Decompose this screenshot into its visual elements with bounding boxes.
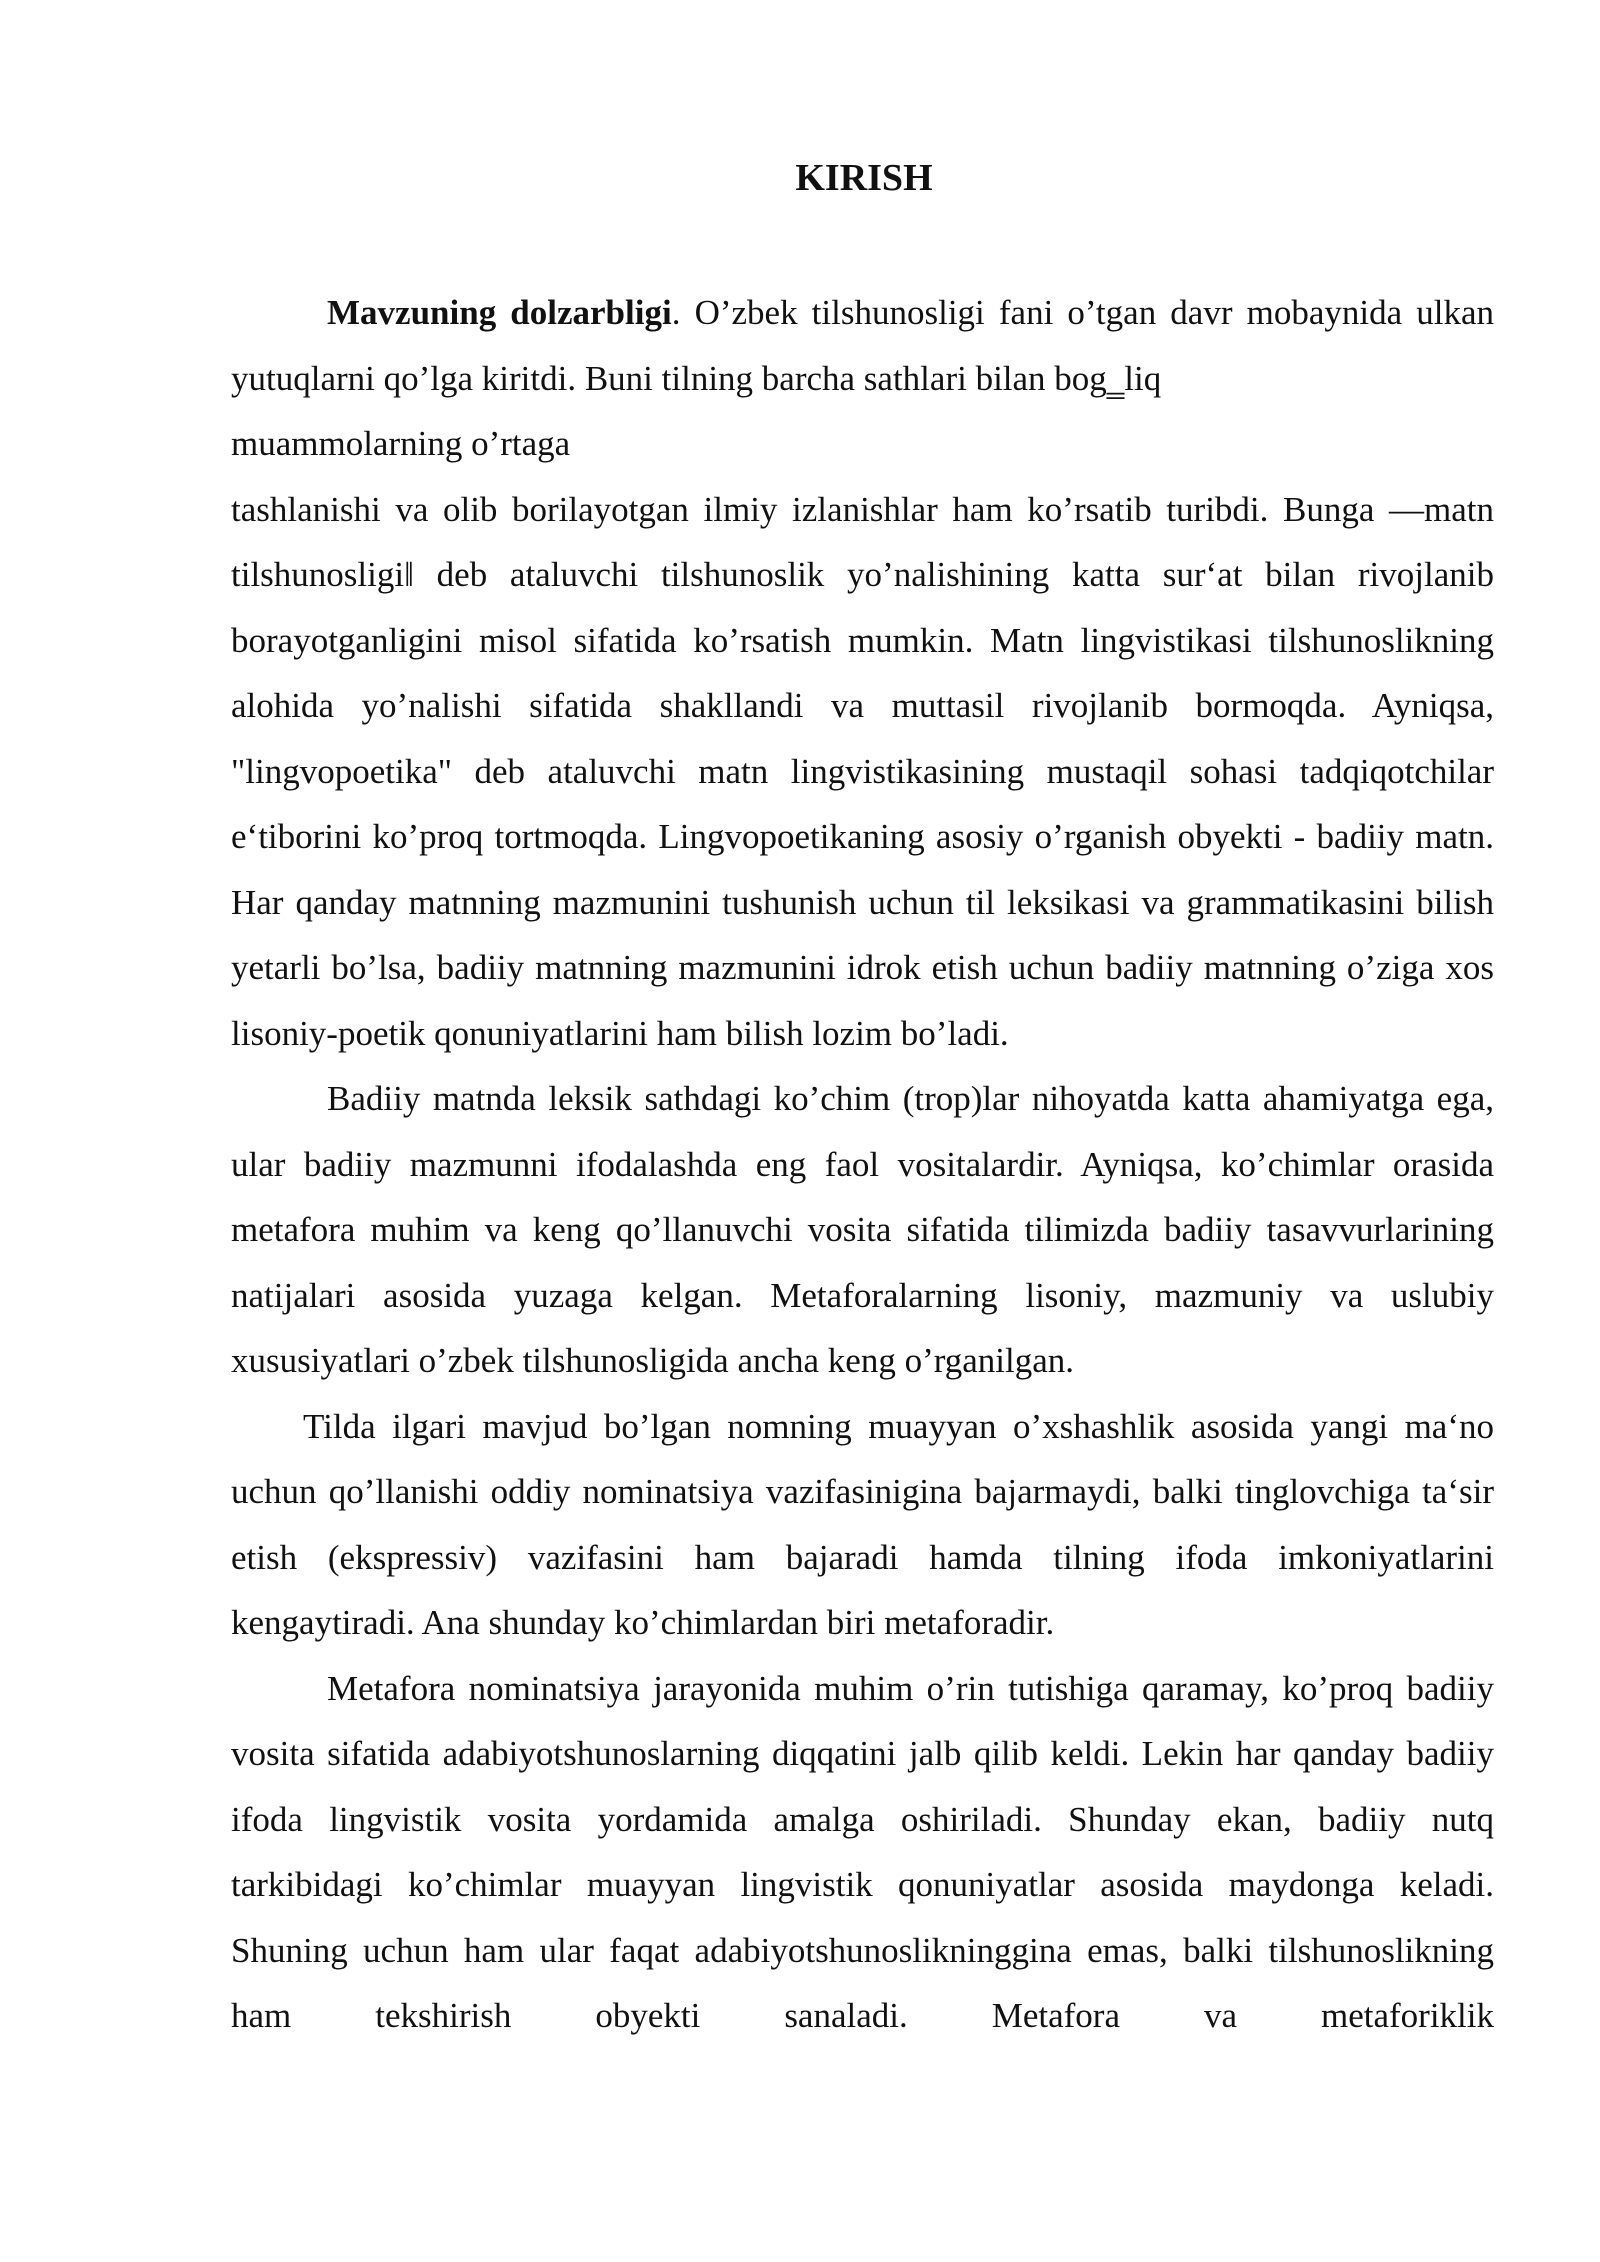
paragraph-3: Badiiy matnda leksik sathdagi ko’chim (trop)lar nihoyatda katta ahamiyatga ega, ular badiiy mazmunni ifodalashda eng faol vositalardir. Ayniqsa, ko’chimlar orasida metafora muhim va keng qo’llanuvchi vosita sifatida tilimizda badiiy tasavvurlarining natijalari asosida yuzaga kelgan. Metaforalarning lisoniy, mazmuniy va uslubiy xususiyatlari o’zbek tilshunosligida ancha keng o’rganilgan. [231, 1079, 1494, 1380]
document-body [231, 280, 1494, 2049]
paragraph-4: Tilda ilgari mavjud bo’lgan nomning muayyan o’xshashlik asosida yangi ma‘no uchun qo’llanishi oddiy nominatsiya vazifasinigina bajarmaydi, balki tinglovchiga ta‘sir etish (ekspressiv) vazifasini ham bajaradi hamda tilning ifoda imkoniyatlarini kengaytiradi. Ana shunday ko’chimlardan biri metaforadir. [231, 1406, 1494, 1642]
page-title: KIRISH [795, 157, 933, 199]
paragraph-intro [231, 280, 1494, 411]
paragraph-intro-text: O’zbek tilshunosligi fani o’tgan davr mobaynida ulkan yutuqlarni qo’lga kiritdi. Buni tilning barcha sathlari bilan bog‗liq [231, 293, 1494, 398]
paragraph-2: tashlanishi va olib borilayotgan ilmiy izlanishlar ham ko’rsatib turibdi. Bunga ―matn tilshunosligi‖ deb ataluvchi tilshunoslik yo’nalishining katta sur‘at bilan rivojlanib borayotganligini misol sifatida ko’rsatish mumkin. Matn lingvistikasi tilshunoslikning alohida yo’nalishi sifatida shakllandi va muttasil rivojlanib bormoqda. Ayniqsa, "lingvopoetika" deb ataluvchi matn lingvistikasining mustaqil sohasi tadqiqotchilar e‘tiborini ko’proq tortmoqda. Lingvopoetikaning asosiy o’rganish obyekti - badiiy matn. Har qanday matnning mazmunini tushunish uchun til leksikasi va grammatikasini bilish yetarli bo’lsa, badiiy matnning mazmunini idrok etish uchun badiiy matnning o’ziga xos lisoniy-poetik qonuniyatlarini ham bilish lozim bo’ladi. [231, 489, 1494, 1053]
intro-heading-punct: . [671, 293, 681, 332]
intro-heading: Mavzuning dolzarbligi [327, 293, 672, 332]
paragraph-intro-continuation: muammolarning o’rtaga [231, 424, 571, 463]
paragraph-5: Metafora nominatsiya jarayonida muhim o’rin tutishiga qaramay, ko’proq badiiy vosita sifatida adabiyotshunoslarning diqqatini jalb qilib keldi. Lekin har qanday badiiy ifoda lingvistik vosita yordamida amalga oshiriladi. Shunday ekan, badiiy nutq tarkibidagi ko’chimlar muayyan lingvistik qonuniyatlar asosida maydonga keladi. Shuning uchun ham ular faqat adabiyotshunoslikninggina emas, balki tilshunoslikning ham tekshirish obyekti sanaladi. Metafora va metaforiklik [231, 1668, 1494, 2035]
